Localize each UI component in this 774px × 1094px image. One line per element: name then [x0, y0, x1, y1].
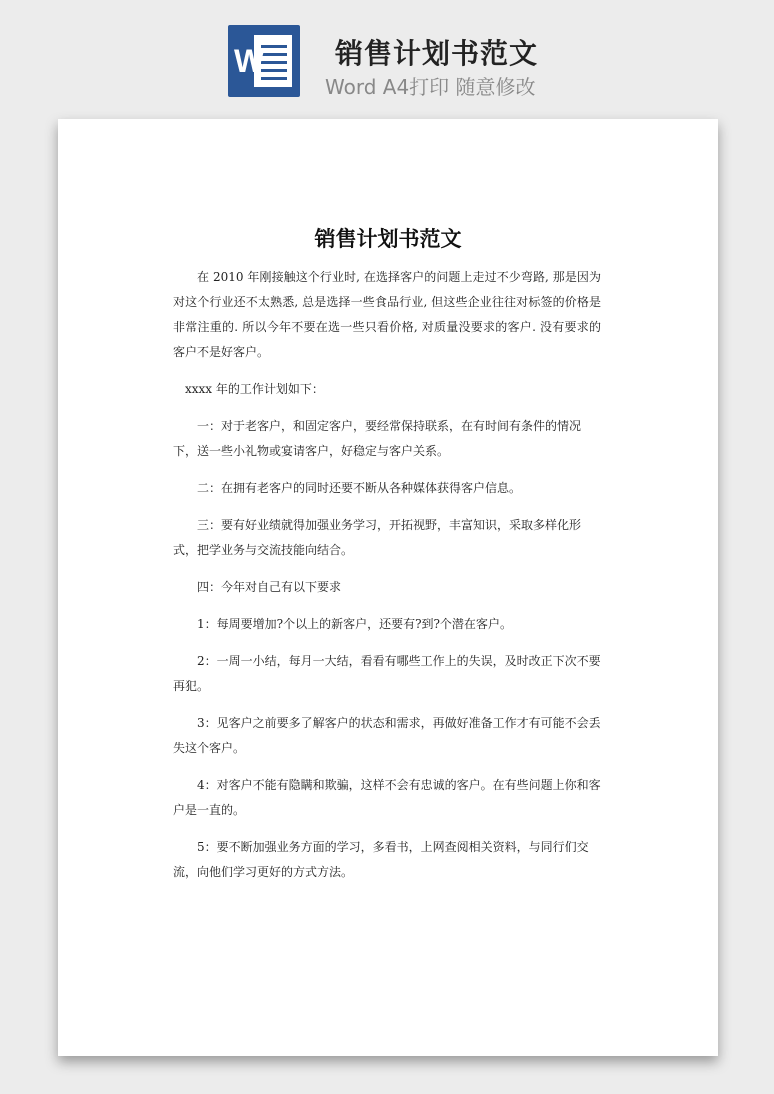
- paragraph-item-3: 三：要有好业绩就得加强业务学习，开拓视野，丰富知识，采取多样化形式，把学业务与交流技能向结合。: [173, 518, 582, 557]
- document-title: 销售计划书范文: [314, 226, 462, 251]
- paragraph-item-1: 一：对于老客户，和固定客户，要经常保持联系，在有时间有条件的情况下，送一些小礼物或宴请客户，好稳定与客户关系。: [173, 419, 582, 458]
- document-page: [58, 119, 718, 1056]
- page-title: 销售计划书范文: [335, 37, 539, 70]
- paragraph-plan-heading: xxxx 年的工作计划如下：: [185, 382, 324, 396]
- word-icon-letter: W: [234, 43, 265, 79]
- paragraph-item-2: 二：在拥有老客户的同时还要不断从各种媒体获得客户信息。: [197, 481, 522, 495]
- paragraph-req-1: 1：每周要增加?个以上的新客户，还要有?到?个潜在客户。: [197, 617, 512, 631]
- paragraph-req-2: 2：一周一小结，每月一大结，看看有哪些工作上的失误，及时改正下次不要再犯。: [173, 654, 601, 693]
- page-subtitle: Word A4打印 随意修改: [325, 75, 536, 99]
- paragraph-req-4: 4：对客户不能有隐瞒和欺骗，这样不会有忠诚的客户。在有些问题上你和客户是一直的。: [173, 778, 601, 817]
- paragraph-req-5: 5：要不断加强业务方面的学习，多看书，上网查阅相关资料，与同行们交流，向他们学习更好的方式方法。: [173, 840, 589, 879]
- header: [0, 0, 774, 110]
- word-icon: [228, 25, 300, 97]
- paragraph-req-3: 3：见客户之前要多了解客户的状态和需求，再做好准备工作才有可能不会丢失这个客户。: [173, 716, 601, 755]
- paragraph-item-4: 四：今年对自己有以下要求: [197, 580, 342, 594]
- document-body: [173, 265, 601, 897]
- paragraph-intro: 在 2010 年刚接触这个行业时, 在选择客户的问题上走过不少弯路, 那是因为对这个行业还不太熟悉, 总是选择一些食品行业, 但这些企业往往对标签的价格是非常注重的. 所以今年不要在选一些只看价格, 对质量没要求的客户. 没有要求的客户不是好客户。: [173, 270, 601, 359]
